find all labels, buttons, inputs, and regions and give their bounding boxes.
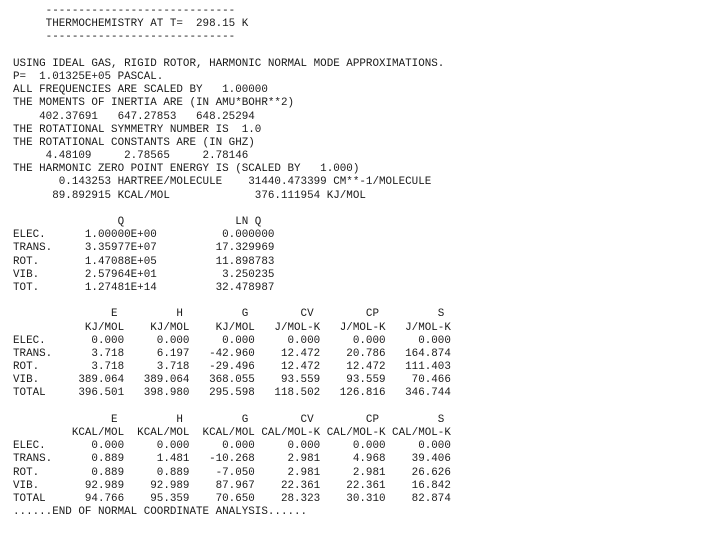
output-line bbox=[13, 203, 451, 216]
output-line: VIB. 2.57964E+01 3.250235 bbox=[13, 268, 275, 281]
output-line: 402.37691 647.27853 648.25294 bbox=[13, 110, 255, 123]
output-line bbox=[13, 401, 451, 414]
output-line: E H G CV CP S bbox=[13, 413, 445, 426]
output-line: ROT. 1.47088E+05 11.898783 bbox=[13, 255, 275, 268]
output-line: Q LN Q bbox=[13, 216, 262, 228]
output-line: E H G CV CP S bbox=[13, 308, 445, 321]
output-line: USING IDEAL GAS, RIGID ROTOR, HARMONIC NORMAL MODE APPROXIMATIONS. bbox=[13, 57, 445, 70]
output-line: ......END OF NORMAL COORDINATE ANALYSIS...... bbox=[13, 506, 308, 519]
output-line: THE ROTATIONAL SYMMETRY NUMBER IS 1.0 bbox=[13, 123, 262, 136]
output-line: 89.892915 KCAL/MOL 376.111954 KJ/MOL bbox=[13, 189, 366, 202]
output-line: VIB. 389.064 389.064 368.055 93.559 93.559 70.466 bbox=[13, 374, 451, 387]
output-line: P= 1.01325E+05 PASCAL. bbox=[13, 70, 164, 83]
output-line bbox=[13, 295, 451, 308]
output-line: TOTAL 94.766 95.359 70.650 28.323 30.310 82.874 bbox=[13, 492, 451, 505]
output-line: KJ/MOL KJ/MOL KJ/MOL J/MOL-K J/MOL-K J/MOL-K bbox=[13, 321, 451, 334]
output-line: THE HARMONIC ZERO POINT ENERGY IS (SCALED BY 1.000) bbox=[13, 163, 360, 176]
output-line: TOT. 1.27481E+14 32.478987 bbox=[13, 281, 275, 294]
output-line: ----------------------------- bbox=[13, 5, 236, 17]
thermochemistry-output bbox=[13, 5, 451, 519]
output-line: 4.48109 2.78565 2.78146 bbox=[13, 150, 249, 163]
output-line: ----------------------------- bbox=[13, 31, 236, 44]
output-line: ELEC. 1.00000E+00 0.000000 bbox=[13, 229, 275, 242]
output-line: ROT. 0.889 0.889 -7.050 2.981 2.981 26.626 bbox=[13, 466, 451, 479]
output-line: ELEC. 0.000 0.000 0.000 0.000 0.000 0.000 bbox=[13, 440, 451, 453]
output-line: TOTAL 396.501 398.980 295.598 118.502 126.816 346.744 bbox=[13, 387, 451, 400]
output-line: ELEC. 0.000 0.000 0.000 0.000 0.000 0.000 bbox=[13, 334, 451, 347]
output-line: 0.143253 HARTREE/MOLECULE 31440.473399 CM**-1/MOLECULE bbox=[13, 176, 432, 189]
output-line: THE MOMENTS OF INERTIA ARE (IN AMU*BOHR**2) bbox=[13, 97, 295, 110]
output-line: TRANS. 3.35977E+07 17.329969 bbox=[13, 242, 275, 255]
output-line: ROT. 3.718 3.718 -29.496 12.472 12.472 111.403 bbox=[13, 361, 451, 374]
output-line: KCAL/MOL KCAL/MOL KCAL/MOL CAL/MOL-K CAL/MOL-K CAL/MOL-K bbox=[13, 427, 451, 439]
output-line bbox=[13, 45, 451, 58]
output-line: THE ROTATIONAL CONSTANTS ARE (IN GHZ) bbox=[13, 136, 255, 149]
output-line: ALL FREQUENCIES ARE SCALED BY 1.00000 bbox=[13, 84, 268, 97]
output-line: VIB. 92.989 92.989 87.967 22.361 22.361 16.842 bbox=[13, 479, 451, 492]
output-line: THERMOCHEMISTRY AT T= 298.15 K bbox=[13, 18, 249, 31]
output-line: TRANS. 3.718 6.197 -42.960 12.472 20.786 164.874 bbox=[13, 347, 451, 360]
output-line: TRANS. 0.889 1.481 -10.268 2.981 4.968 39.406 bbox=[13, 453, 451, 466]
